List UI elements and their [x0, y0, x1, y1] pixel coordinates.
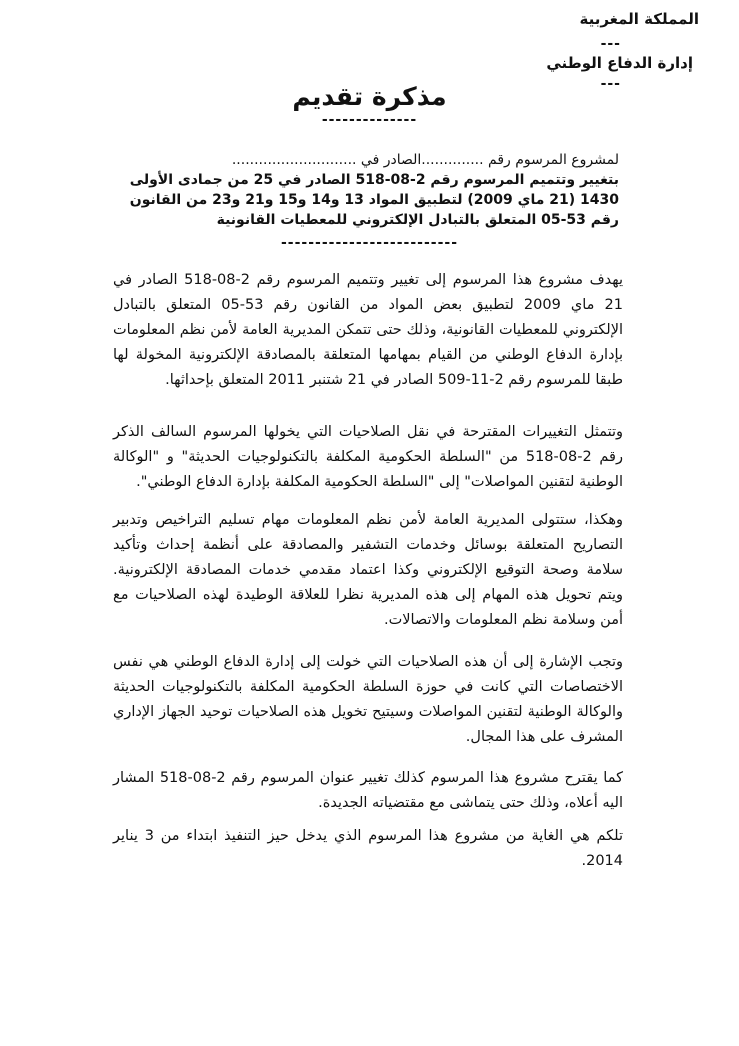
- page-title: مذكرة تقديم: [292, 82, 447, 111]
- paragraph: يهدف مشروع هذا المرسوم إلى تغيير وتتميم المرسوم رقم 2-08-518 الصادر في 21 ماي 2009 لتطبيق بعض المواد من القانون رقم 53-05 المتعلق بالتبادل الإلكتروني للمعطيات القانونية، وذلك حتى تتمكن المديرية العامة لأمن نظم المعلومات بإدارة الدفاع الوطني من القيام بمهامها المتعلقة بالمصادقة الإلكترونية المخولة لها طبقا للمرسوم رقم 2-11-509 الصادر في 21 شتنبر 2011 المتعلق بإحداثها.: [113, 272, 623, 388]
- paragraph: وتجب الإشارة إلى أن هذه الصلاحيات التي خولت إلى إدارة الدفاع الوطني هي نفس الاختصاصات التي كانت في حوزة السلطة الحكومية المكلفة بالتكنولوجيات الحديثة والوكالة الوطنية لتقنين المواصلات وسيتيح تخويل هذه الصلاحيات توحيد الجهاز الإداري المشرف على هذا المجال.: [113, 654, 623, 745]
- subject-line: لمشروع المرسوم رقم ..............الصادر في ............................: [231, 152, 619, 168]
- paragraph: كما يقترح مشروع هذا المرسوم كذلك تغيير عنوان المرسوم رقم 2-08-518 المشار اليه أعلاه، وذلك حتى يتماشى مع مقتضياته الجديدة.: [113, 770, 623, 811]
- paragraph: وهكذا، ستتولى المديرية العامة لأمن نظم المعلومات مهام تسليم التراخيص وتدبير التصاريح المتعلقة بوسائل وخدمات التشفير والمصادقة على أنظمة إحداث وتأكيد سلامة وصحة التوقيع الإلكتروني وكذا اعتماد مقدمي خدمات المصادقة الإلكترونية. ويتم تحويل هذه المهام إلى هذه المديرية نظرا للعلاقة الوطيدة لهذه الصلاحيات مع أمن وسلامة نظم المعلومات والاتصالات.: [113, 512, 623, 628]
- kingdom-heading: المملكة المغربية: [579, 10, 699, 28]
- department-heading: إدارة الدفاع الوطني: [546, 54, 693, 72]
- paragraph: تلكم هي الغاية من مشروع هذا المرسوم الذي يدخل حيز التنفيذ ابتداء من 3 يناير 2014.: [113, 828, 623, 869]
- paragraph: وتتمثل التغييرات المقترحة في نقل الصلاحيات التي يخولها المرسوم السالف الذكر رقم 2-08-518 من "السلطة الحكومية المكلفة بالتكنولوجيات الحديثة" و "الوكالة الوطنية لتقنين المواصلات" إلى "السلطة الحكومية المكلفة بإدارة الدفاع الوطني".: [113, 424, 623, 490]
- decree-subject: [99, 150, 619, 230]
- header-separator: ---: [600, 76, 621, 92]
- header-separator: ---: [600, 36, 621, 52]
- subject-description: بتغيير وتتميم المرسوم رقم 2-08-518 الصادر في 25 من جمادى الأولى 1430 (21 ماي 2009) لتطبيق المواد 13 و14 و15 و21 و23 من القانون رقم 53-05 المتعلق بالتبادل الإلكتروني للمعطيات القانونية: [129, 172, 619, 228]
- title-separator: --------------: [321, 112, 418, 128]
- subject-separator: --------------------------: [280, 235, 459, 251]
